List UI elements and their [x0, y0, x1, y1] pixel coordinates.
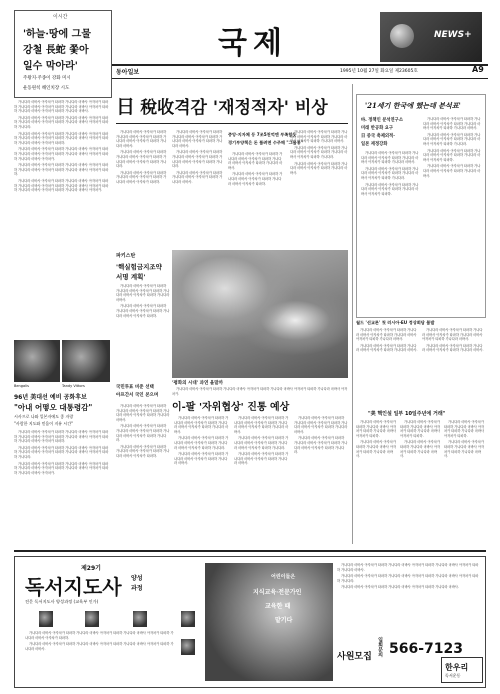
- right-mid-text-b: 가나다라 마바사 아자차카 타파하 가나다라 마바사 아자차카 타파하 가나다라 마바사 아자차카 타파하 가나다라 마바사. 가나다라 마바사 아자차카 타파하 가나다라 마바사 아자차카 타파하 가나다라 마바사.: [422, 328, 484, 353]
- ad-issue: 제29기: [81, 565, 101, 572]
- globe-icon: [390, 24, 414, 48]
- main-subhead: 중앙·지자체 등 7조5천억엔 부족할듯: [228, 132, 297, 137]
- right-column-sub: 일본 재정강화: [361, 142, 388, 147]
- bottom-col-4: 가나다라 마바사 아자차카 타파하 가나다라 마바사 아자차카 타파하 가나다라 마바사 아자차카 타파하 가나다라 마바사. 가나다라 마바사 아자차카 타파하 가나다라 마바사 아자차카 타파하 가나다라 마바사 아자차카 타파하 가나다라.: [294, 416, 348, 455]
- main-article-col-3: 가나다라 마바사 아자차카 타파하 가나다라 마바사 아자차카 타파하 가나다라 마바사 아자차카 타파하 가나다라 마바사. 가나다라 마바사 아자차카 타파하 가나다라 마바사 아자차카 타파하 가나다라 마바사 아자차카 타파하.: [228, 152, 283, 186]
- right-column-sub: 바. 정책인 분석연구소: [361, 118, 403, 123]
- ad-inquiry-label: 입회문의: [377, 637, 383, 657]
- ad-subtitle: 전문 독서지도사 양성과정 (교육부 인가): [25, 599, 99, 604]
- main-article-col-1: 가나다라 마바사 아자차카 타파하 가나다라 마바사 아자차카 타파하 가나다라 마바사 아자차카 타파하 가나다라 마바사. 가나다라 마바사 아자차카 타파하 가나다라 마바사 아자차카 타파하 가나다라 마바사 아자차카 타파하 가나다라. 가나다라 마바사 아자차카 타파하 가나다라 마바사 아자차카 타파하 가나다라 마바사 아자차카 타파하.: [116, 130, 167, 184]
- left-sub: 시사프로 나와 일본자에도 좋 자랑: [14, 414, 74, 419]
- right-mid-title[interactable]: 월드 '선교론' 첫 러시아·EU 정상회담 불발: [356, 320, 435, 325]
- ad-brand-sub: 독서운동: [445, 673, 461, 678]
- ad-photo-person: [39, 611, 53, 627]
- right-column-text-b: 가나다라 마바사 아자차카 타파하 가나다라 마바사 아자차카 타파하 가나다라 마바사 아자차카 타파하 가나다라 마바사. 가나다라 마바사 아자차카 타파하 가나다라 마바사 아자차카 타파하 가나다라 마바사 아자차카 타파하 가나다라. 가나다라 마바사 아자차카 타파하 가나다라 마바사 아자차카 타파하 가나다라 마바사 아자차카 타파하. 가나다라 마바사 아자차카 타파하 가나다라 마바사 아자차카 타파하 가나다라 마바사.: [423, 117, 481, 178]
- ad-photo-person: [181, 639, 195, 655]
- ad-side-text: 가나다라 마바사 아자차카 타파하 가나다라 마바사 아자차카 타파하 가나다라 마바사 아자차카 타파하 가나다라 마바사. 가나다라 마바사 아자차카 타파하 가나다라 마바사 아자차카 타파하 가나다라 마바사 아자차카 타파하 가나다라. 가나다라 마바사 아자차카 타파하 가나다라 마바사 아자차카 타파하 가나다라 마바사.: [337, 563, 479, 590]
- teaser-sub: 주왕지·주종이 강화 미시: [23, 76, 71, 81]
- main-photo-caption: '평화의 시대' 과연 올말까: [172, 381, 223, 386]
- teaser-line: '하늘·땅에 그물: [23, 29, 91, 40]
- main-photo: [172, 250, 348, 378]
- ad-title: 독서지도사: [25, 575, 122, 599]
- ad-badge: NEWS+: [434, 30, 472, 40]
- middle-headline[interactable]: '핵실험금지조약: [116, 263, 162, 271]
- ad-brand-box: [441, 657, 483, 683]
- bottom-col-3: 가나다라 마바사 아자차카 타파하 가나다라 마바사 아자차카 타파하 가나다라 마바사 아자차카 타파하 가나다라 마바사. 가나다라 마바사 아자차카 타파하 가나다라 마바사 아자차카 타파하 가나다라 마바사 아자차카 타파하 가나다라. 가나다라 마바사 아자차카 타파하 가나다라 마바사 아자차카 타파하 가나다라 마바사.: [234, 416, 289, 466]
- page-number: A9: [472, 65, 484, 74]
- bottom-col-2: 가나다라 마바사 아자차카 타파하 가나다라 마바사 아자차카 타파하 가나다라 마바사 아자차카 타파하 가나다라 마바사. 가나다라 마바사 아자차카 타파하 가나다라 마바사 아자차카 타파하 가나다라 마바사 아자차카 타파하 가나다라. 가나다라 마바사 아자차카 타파하 가나다라 마바사 아자차카 타파하 가나다라 마바사.: [174, 416, 229, 466]
- teaser-tag: 이시간: [53, 14, 68, 20]
- ad-photo-person: [133, 611, 147, 627]
- right-column-sub: 미래 반공화 요구: [361, 126, 394, 131]
- section-title: 국제: [218, 26, 288, 61]
- teaser-sub: 운동원칙 해인치장 시도: [23, 86, 70, 91]
- teaser-box[interactable]: [14, 10, 112, 98]
- main-subhead: 경기부양책은 돈 풀려면 수주해 "그물통": [228, 140, 303, 145]
- ad-badge-box: [380, 12, 482, 62]
- ad-photo-person: [181, 611, 195, 627]
- main-article-col-4: 가나다라 마바사 아자차카 타파하 가나다라 마바사 아자차카 타파하 가나다라 마바사 아자차카 타파하 가나다라 마바사. 가나다라 마바사 아자차카 타파하 가나다라 마바사 아자차카 타파하 가나다라 마바사 아자차카 타파하 가나다라. 가나다라 마바사 아자차카 타파하 가나다라 마바사 아자차카 타파하 가나다라 마바사.: [290, 130, 348, 175]
- right-column-text-a: 가나다라 마바사 아자차카 타파하 가나다라 마바사 아자차카 타파하 가나다라 마바사 아자차카 타파하 가나다라 마바사. 가나다라 마바사 아자차카 타파하 가나다라 마바사 아자차카 타파하 가나다라 마바사 아자차카 타파하 가나다라. 가나다라 마바사 아자차카 타파하 가나다라 마바사 아자차카 타파하 가나다라 마바사 아자차카 타파하.: [361, 151, 419, 196]
- ad-box[interactable]: [14, 556, 486, 688]
- right-lower-text-a: 가나다라 마바사 아자차카 타파하 가나다라 마바사 아자차카 타파하 가나다라 마바사 아자차카 타파하. 가나다라 마바사 아자차카 타파하 가나다라 마바사 아자차카 타파하 가나다라 마바사.: [356, 420, 396, 459]
- photo-couple-left: [14, 340, 60, 382]
- main-headline[interactable]: [116, 92, 348, 122]
- ad-photo-person: [85, 611, 99, 627]
- photo-couple-right: [62, 340, 110, 382]
- middle-article-text: 가나다라 마바사 아자차카 타파하 가나다라 마바사 아자차카 타파하 가나다라 마바사 아자차카 타파하 가나다라 마바사. 가나다라 마바사 아자차카 타파하 가나다라 마바사 아자차카 타파하 가나다라 마바사 아자차카 타파하.: [116, 284, 170, 318]
- right-mid-headline[interactable]: "美 핵인설 일부 10일주년에 거래": [368, 411, 446, 417]
- right-column-sub: 日 중국 축제외적·: [361, 134, 395, 139]
- ad-body-text: 가나다라 마바사 아자차카 타파하 가나다라 마바사 아자차카 타파하 가나다라 마바사 아자차카 타파하 가나다라 마바사 아자차카 타파하. 가나다라 마바사 아자차카 타파하 가나다라 마바사 아자차카 타파하 가나다라 마바사 아자차카 타파하 가나다라 마바사.: [25, 631, 174, 651]
- mid-story-title[interactable]: 국민투표 비준 선택: [116, 385, 154, 390]
- photo-caption: Bengalis: [14, 384, 29, 388]
- israel-headline[interactable]: 이-팔 '자위협상' 진통 예상: [172, 402, 290, 413]
- main-article-col-2: 가나다라 마바사 아자차카 타파하 가나다라 마바사 아자차카 타파하 가나다라 마바사 아자차카 타파하 가나다라 마바사. 가나다라 마바사 아자차카 타파하 가나다라 마바사 아자차카 타파하 가나다라 마바사 아자차카 타파하 가나다라. 가나다라 마바사 아자차카 타파하 가나다라 마바사 아자차카 타파하 가나다라 마바사.: [172, 130, 223, 184]
- paper-name: 동아일보: [116, 69, 140, 76]
- date-line: 1995년 10월 27일 화요일 제23605호: [340, 69, 418, 74]
- ad-school-line: 어린이들은: [271, 574, 296, 580]
- mid-story-sub: 아프간서 국인 본으며: [116, 393, 159, 398]
- right-column-title[interactable]: '21세기 한국에 했는데 분석표': [365, 101, 461, 110]
- photo-caption: Tandy Vittors: [62, 384, 85, 388]
- left-sub: "사람한 지도와 믿음이 지유 시간": [14, 421, 73, 426]
- right-lower-text-c: 가나다라 마바사 아자차카 타파하 가나다라 마바사 아자차카 타파하 가나다라 마바사 아자차카 타파하. 가나다라 마바사 아자차카 타파하 가나다라 마바사 아자차카 타파하 가나다라 마바사.: [444, 420, 484, 459]
- ad-children-photo: [205, 563, 333, 681]
- ad-recruit[interactable]: 사원모집: [337, 652, 372, 662]
- ad-school-line: 맡기다: [275, 617, 293, 624]
- main-headline-text: 稅收격감 '재정적자' 비상: [140, 98, 328, 118]
- bottom-col-1: 가나다라 마바사 아자차카 타파하 가나다라 마바사 아자차카 타파하 가나다라 마바사 아자차카 타파하 가나다라 마바사. 가나다라 마바사 아자차카 타파하 가나다라 마바사 아자차카 타파하 가나다라 마바사 아자차카 타파하 가나다라. 가나다라 마바사 아자차카 타파하 가나다라 마바사 아자차카 타파하 가나다라 마바사 아자차카 타파하.: [116, 404, 170, 458]
- main-headline-prefix: 日: [116, 96, 136, 118]
- middle-headline[interactable]: 서명 계획': [116, 273, 146, 281]
- ad-title-side: 양성: [131, 575, 143, 582]
- right-column-box: [356, 94, 486, 318]
- ad-school-line: 지식교육·전문가인: [253, 589, 302, 596]
- ad-school-line: 교육한 때: [265, 603, 291, 610]
- left-headline[interactable]: "아내 어떻오 대통령감": [14, 403, 93, 412]
- main-photo-caption-text: 가나다라 마바사 아자차카 타파하 가나다라 마바사 아자차카 타파하 가나다라 마바사 아자차카 타파하 가나다라 마바사 아자차카.: [172, 387, 348, 396]
- middle-kicker: 파키스탄: [116, 253, 136, 259]
- left-article-text: 가나다라 마바사 아자차카 타파하 가나다라 마바사 아자차카 타파하 가나다라 마바사 아자차카 타파하 가나다라 마바사 아자차카 타파하 가나다라 마바사 아자차카 타파하 가나다라 마바사. 가나다라 마바사 아자차카 타파하 가나다라 마바사 아자차카 타파하 가나다라 마바사 아자차카 타파하 가나다라 마바사 아자차카 타파하 가나다라. 가나다라 마바사 아자차카 타파하 가나다라 마바사 아자차카 타파하 가나다라 마바사 아자차카 타파하 가나다라 마바사 아자차카 타파하 가나다라 마바사 아자차카 타파하. 가나다라 마바사 아자차카 타파하 가나다라 마바사 아자차카 타파하 가나다라 마바사 아자차카 타파하 가나다라 마바사 아자차카 타파하 가나다라 마바사 아자차카. 가나다라 마바사 아자차카 타파하 가나다라 마바사 아자차카 타파하 가나다라 마바사 아자차카 타파하 가나다라 마바사 아자차카 타파하. 가나다라 마바사 아자차카 타파하 가나다라 마바사 아자차카 타파하 가나다라 마바사 아자차카 타파하 가나다라 마바사 아자차카 타파하 가나다라 마바사 아자차카 타파하 가나다라 마바사 아자차카.: [14, 100, 109, 193]
- left-story-text: 가나다라 마바사 아자차카 타파하 가나다라 마바사 아자차카 타파하 가나다라 마바사 아자차카 타파하 가나다라 마바사 아자차카 타파하 가나다라 마바사 아자차카 타파하. 가나다라 마바사 아자차카 타파하 가나다라 마바사 아자차카 타파하 가나다라 마바사 아자차카 타파하 가나다라 마바사 아자차카 타파하 가나다라. 가나다라 마바사 아자차카 타파하 가나다라 마바사 아자차카 타파하 가나다라 마바사 아자차카 타파하 가나다라 마바사 아자차카 타파하 가나다라 마바사 아자차카.: [14, 430, 109, 475]
- right-lower-text-b: 가나다라 마바사 아자차카 타파하 가나다라 마바사 아자차카 타파하 가나다라 마바사 아자차카 타파하. 가나다라 마바사 아자차카 타파하 가나다라 마바사 아자차카 타파하 가나다라 마바사.: [400, 420, 440, 459]
- left-headline[interactable]: 96년 美대선 예비 공화후보: [14, 394, 87, 401]
- ad-title-side: 과정: [131, 585, 143, 592]
- ad-phone[interactable]: 566-7123: [389, 641, 463, 657]
- teaser-line: 일수 막아라': [23, 61, 78, 72]
- teaser-line: 강철 長蛇 쫓아: [23, 45, 89, 56]
- right-mid-text-a: 가나다라 마바사 아자차카 타파하 가나다라 마바사 아자차카 타파하 가나다라 마바사 아자차카 타파하 가나다라 마바사. 가나다라 마바사 아자차카 타파하 가나다라 마바사 아자차카 타파하 가나다라 마바사.: [356, 328, 418, 353]
- ad-brand: 한우리: [445, 663, 469, 672]
